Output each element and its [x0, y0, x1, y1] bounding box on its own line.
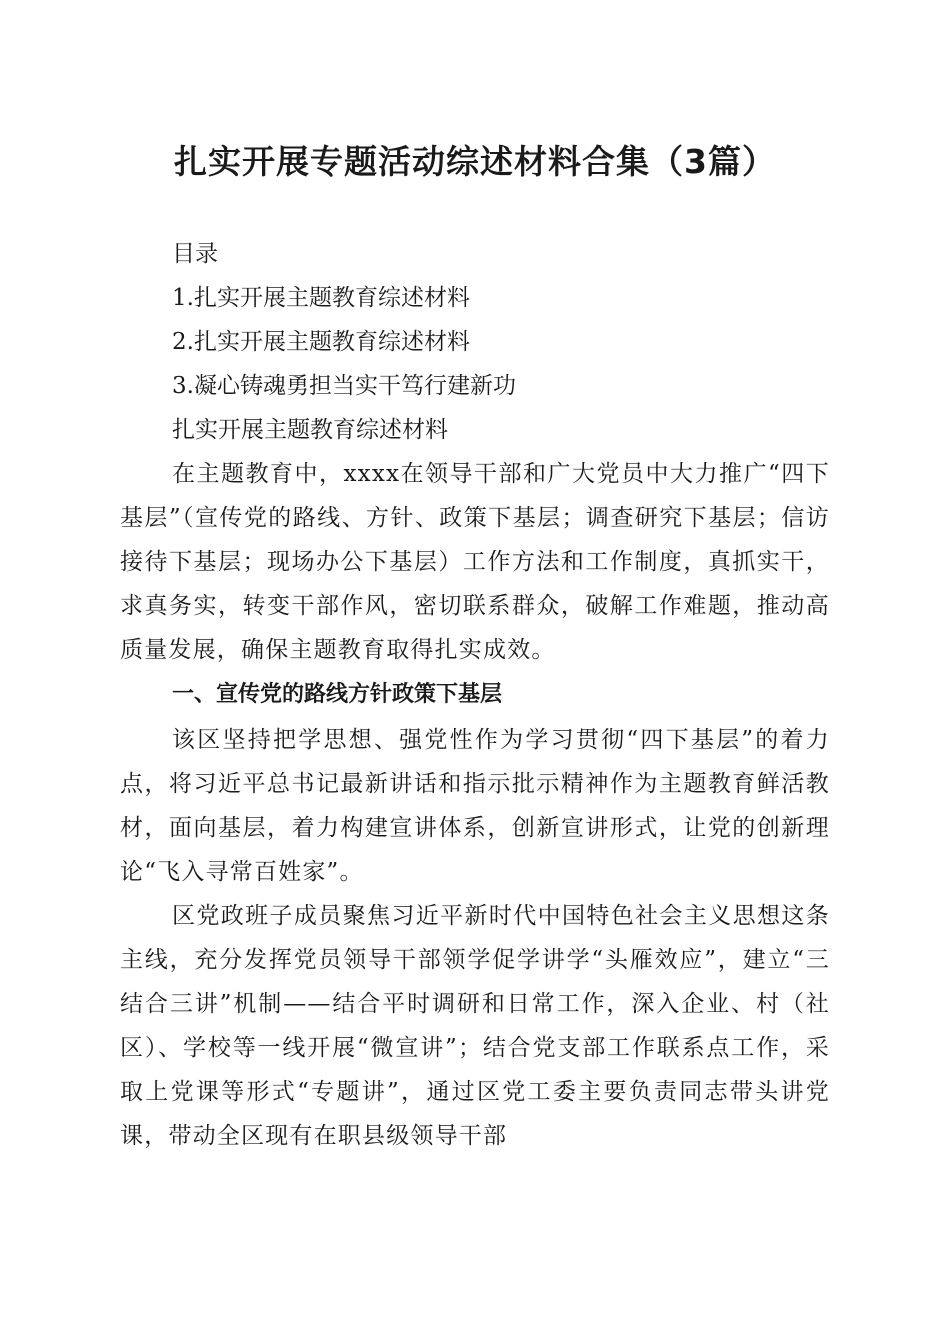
- paragraph-3: 区党政班子成员聚焦习近平新时代中国特色社会主义思想这条主线，充分发挥党员领导干部领学促学讲学“头雁效应”，建立“三结合三讲”机制——结合平时调研和日常工作，深入企业、村（社区）、学校等一线开展“微宣讲”；结合党支部工作联系点工作，采取上党课等形式“专题讲”，通过区党工委主要负责同志带头讲党课，带动全区现有在职县级领导干部: [120, 903, 830, 1149]
- toc-item-2: 2.扎实开展主题教育综述材料: [172, 329, 470, 355]
- heading-1: 一、宣传党的路线方针政策下基层: [172, 682, 503, 707]
- document-body: [120, 232, 830, 1158]
- document-title: 扎实开展专题活动综述材料合集（3篇）: [174, 142, 776, 181]
- paragraph-2: 该区坚持把学思想、强党性作为学习贯彻“四下基层”的着力点，将习近平总书记最新讲话和指示批示精神作为主题教育鲜活教材，面向基层，着力构建宣讲体系，创新宣讲形式，让党的创新理论“飞入寻常百姓家”。: [120, 727, 830, 885]
- section-title: 扎实开展主题教育综述材料: [172, 417, 448, 443]
- toc-label: 目录: [172, 241, 218, 267]
- toc-item-3: 3.凝心铸魂勇担当实干笃行建新功: [172, 373, 516, 399]
- toc-item-1: 1.扎实开展主题教育综述材料: [172, 285, 470, 311]
- intro-paragraph: 在主题教育中，xxxx在领导干部和广大党员中大力推广“四下基层”（宣传党的路线、方针、政策下基层；调查研究下基层；信访接待下基层；现场办公下基层）工作方法和工作制度，真抓实干，求真务实，转变干部作风，密切联系群众，破解工作难题，推动高质量发展，确保主题教育取得扎实成效。: [120, 461, 830, 663]
